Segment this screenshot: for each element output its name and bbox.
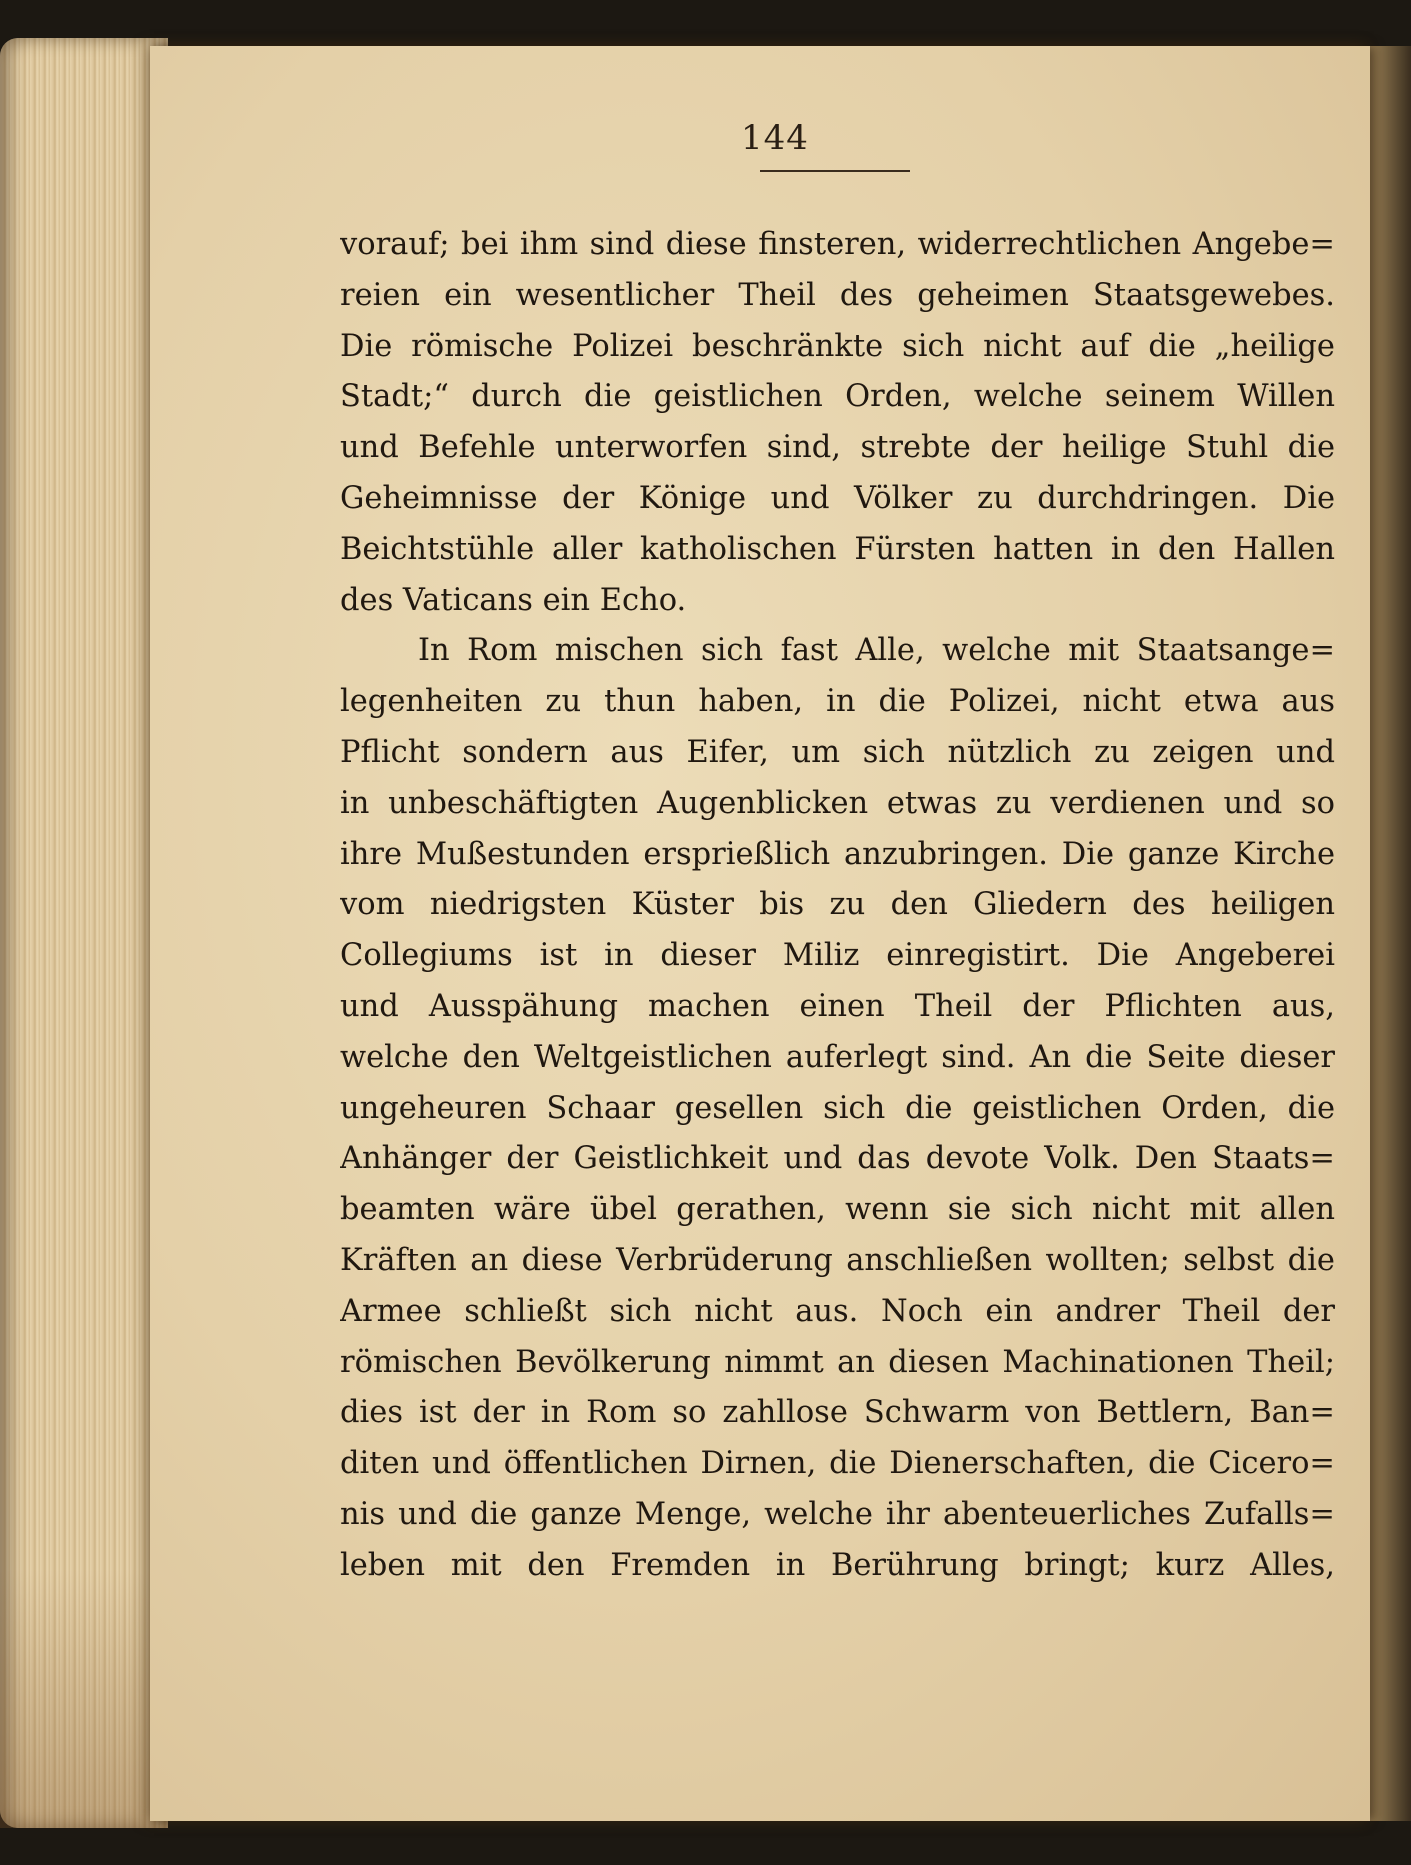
text-line: vorauf; bei ihm sind diese finsteren, widerrechtlichen Angebe= — [340, 227, 1335, 262]
text-line: römischen Bevölkerung nimmt an diesen Machinationen Theil; — [340, 1344, 1335, 1380]
text-line: nis und die ganze Menge, welche ihr abenteuerliches Zufalls= — [340, 1496, 1335, 1532]
text-line: vom niedrigsten Küster bis zu den Gliedern des heiligen — [340, 887, 1335, 923]
text-line: reien ein wesentlicher Theil des geheimen Staatsgewebes. — [340, 277, 1335, 313]
text-line: Pflicht sondern aus Eifer, um sich nützlich zu zeigen und — [340, 734, 1335, 770]
text-line: Anhänger der Geistlichkeit und das devote Volk. Den Staats= — [340, 1141, 1335, 1177]
text-line: ungeheuren Schaar gesellen sich die geistlichen Orden, die — [340, 1090, 1335, 1126]
text-line: leben mit den Fremden in Berührung bringt; kurz Alles, — [340, 1547, 1335, 1583]
text-line: diten und öffentlichen Dirnen, die Dienerschaften, die Cicero= — [340, 1446, 1335, 1482]
page-number: 144 — [741, 118, 809, 158]
text-line: und Ausspähung machen einen Theil der Pflichten aus, — [340, 988, 1335, 1024]
book-page-edges — [0, 38, 168, 1828]
text-line: beamten wäre übel gerathen, wenn sie sich nicht mit allen — [340, 1192, 1335, 1228]
text-line: Die römische Polizei beschränkte sich nicht auf die „heilige — [340, 328, 1335, 364]
header-rule — [760, 170, 910, 172]
text-line: welche den Weltgeistlichen auferlegt sind. An die Seite dieser — [340, 1039, 1335, 1075]
body-text — [340, 220, 1335, 1592]
text-line: Collegiums ist in dieser Miliz einregistirt. Die Angeberei — [340, 938, 1335, 974]
text-line: dies ist der in Rom so zahllose Schwarm von Bettlern, Ban= — [340, 1395, 1335, 1431]
text-line: Armee schließt sich nicht aus. Noch ein andrer Theil der — [340, 1293, 1335, 1329]
text-line: Geheimnisse der Könige und Völker zu durchdringen. Die — [340, 480, 1335, 516]
text-line: des Vaticans ein Echo. — [340, 582, 687, 618]
text-line: legenheiten zu thun haben, in die Polizei, nicht etwa aus — [340, 684, 1335, 720]
book-page — [150, 46, 1370, 1821]
text-line: Stadt;“ durch die geistlichen Orden, welche seinem Willen — [340, 379, 1335, 415]
text-line: Kräften an diese Verbrüderung anschließen wollten; selbst die — [340, 1242, 1335, 1278]
text-line: ihre Mußestunden ersprießlich anzubringen. Die ganze Kirche — [340, 836, 1335, 872]
text-line: in unbeschäftigten Augenblicken etwas zu verdienen und so — [340, 785, 1335, 821]
text-line: In Rom mischen sich fast Alle, welche mit Staatsange= — [418, 633, 1335, 669]
text-line: Beichtstühle aller katholischen Fürsten hatten in den Hallen — [340, 531, 1335, 567]
text-line: und Befehle unterworfen sind, strebte der heilige Stuhl die — [340, 430, 1335, 466]
